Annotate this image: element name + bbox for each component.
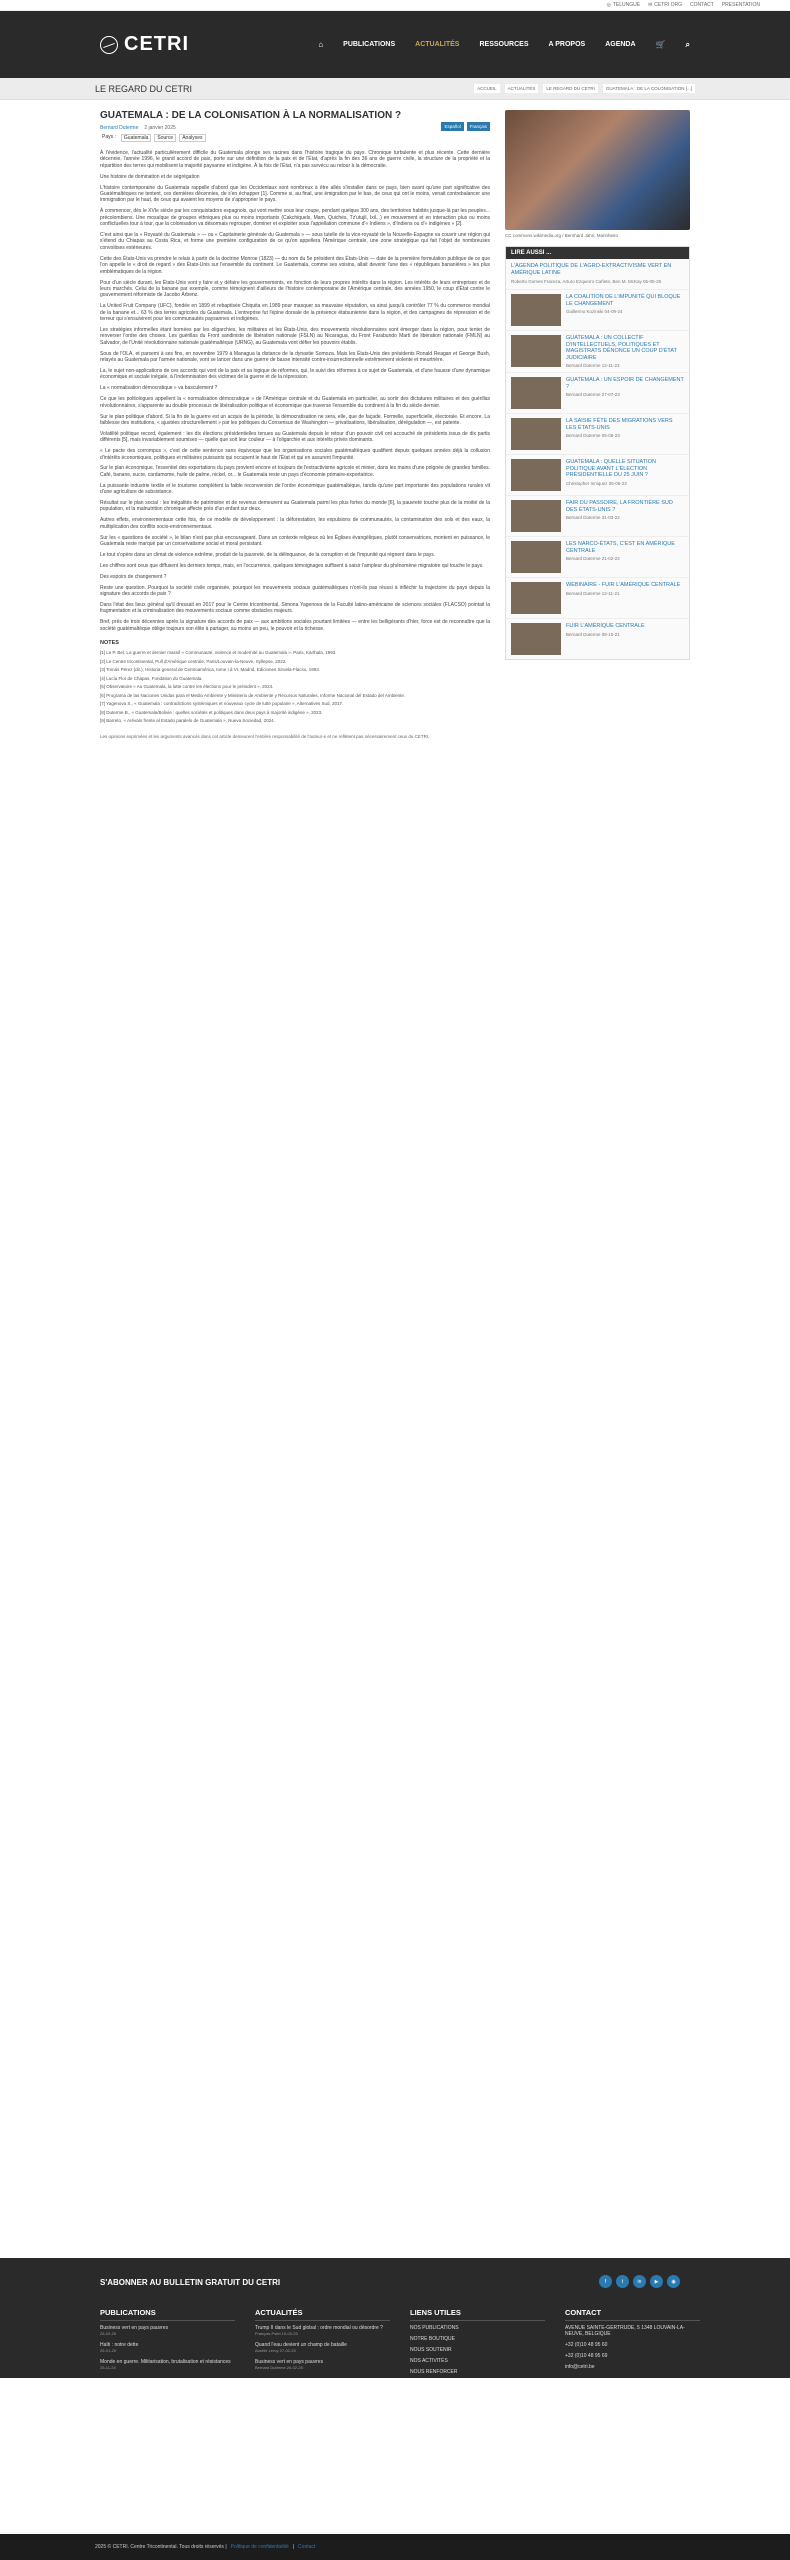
nav-actualites[interactable]: ACTUALITÉS bbox=[415, 41, 460, 48]
note-item: [7] Yagenova S., « Guatemala : contradictions systémiques et nouveaux cycle de lutte populaire », Alternatives Sud, 2017. bbox=[100, 701, 344, 707]
mail-icon: ✉ bbox=[648, 2, 653, 8]
tags-label: Pays : bbox=[102, 134, 116, 140]
site-footer: 2025 © CETRI. Centre Tricontinental. Tous droits réservés | Politique de confidentialité | Contact bbox=[0, 2534, 790, 2560]
related-title: WEBINAIRE - FUIR L'AMÉRIQUE CENTRALE bbox=[566, 582, 681, 589]
presentation-link[interactable]: PRESENTATION bbox=[721, 2, 760, 8]
crumb-current: GUATEMALA : DE LA COLONISATION [...] bbox=[603, 84, 695, 93]
paragraph: Sur le plan économique, l'essentiel des exportations du pays provient encore et toujours de l'extractivisme agricole et minier, dans les mains d'une poignée de grandes familles. Café, banane, sucre, cardamome, huile de palme, nickel, or... le Guatemala reste un pays d'économie primaire-exportatrice. bbox=[100, 465, 490, 478]
footer-link[interactable]: Business vert en pays pauvres 26-02-25 bbox=[100, 2325, 169, 2336]
paragraph: La puissante industrie textile et le tourisme complètent la faible reconversion de l'ordre économique guatémaltèque, tandis qu'une part importante des populations rurales vit d'une agriculture de subsistance. bbox=[100, 482, 490, 496]
footer-link[interactable]: NOS ACTIVITÉS bbox=[410, 2358, 448, 2364]
related-title: GUATEMALA : UN ESPOIR DE CHANGEMENT ? bbox=[566, 377, 684, 390]
related-lead[interactable]: L'AGENDA POLITIQUE DE L'AGRO-EXTRACTIVISME VERT EN AMÉRIQUE LATINE Roberto Gomes Fraceza, Arturo Ezquerro Cañete, Ben M. McKay 05-05-25 bbox=[511, 263, 672, 284]
tag[interactable]: Analyses bbox=[179, 134, 205, 142]
footer-link[interactable]: info@cetri.be bbox=[565, 2364, 595, 2370]
paragraph: Pour d'un siècle durant, les États-Unis vont y faire et y défaire les gouvernements, en fonction de leurs propres intérêts dans la région. Les intérêts de leurs entreprises et de leurs marchés. Celui de la banane par exemple, comme témoignent d'ailleurs de l'histoire contemporaine de l'Amérique centrale, des années 1950, le coup d'État contre le gouvernement réformiste de Jacobo Árbenz. bbox=[100, 279, 490, 299]
related-item[interactable] bbox=[506, 454, 689, 495]
top-bar bbox=[0, 0, 790, 11]
footer-column bbox=[410, 2308, 545, 2380]
crumb-home[interactable]: ACCUEIL bbox=[474, 84, 500, 93]
related-item[interactable] bbox=[506, 372, 689, 413]
section-title: LE REGARD DU CETRI bbox=[95, 83, 193, 94]
footer-link[interactable]: NOUS SOUTENIR bbox=[410, 2347, 452, 2353]
related-meta: Bernard Duterme 27-07-23 bbox=[566, 392, 620, 398]
footer-link[interactable]: +32 (0)10 48 95 60 bbox=[565, 2342, 608, 2348]
logo-icon bbox=[100, 36, 118, 54]
related-thumbnail bbox=[511, 500, 561, 532]
date: 2 janvier 2025 bbox=[144, 125, 176, 131]
nav-ressources[interactable]: RESSOURCES bbox=[479, 41, 529, 48]
footer-link[interactable]: Trump II dans le Sud global : ordre mondial ou désordre ? François Polet 19-03-25 bbox=[255, 2325, 383, 2336]
article-photo bbox=[505, 110, 690, 230]
sidebar bbox=[505, 110, 690, 660]
related-meta: Guillermo Kozinski 04-09-24 bbox=[566, 309, 623, 315]
email-link[interactable]: ✉ CETRI ORG bbox=[648, 2, 683, 8]
section-bar bbox=[0, 78, 790, 100]
note-item: [1] Le P. Bel, La guerre et dernier massif « Communauté, violence et modernité au Guatemala ». Paris, Karthala, 1993. bbox=[100, 650, 337, 656]
newsletter-link[interactable]: S'ABONNER AU BULLETIN GRATUIT DU CETRI bbox=[100, 2278, 281, 2287]
paragraph: Les stratégies informelles étant bornées par les oligarchies, les militaires et les États-Unis, des mouvements révolutionnaires vont émerger dans la région, pour tenter de renverser l'ordre des choses. Les guérillas du Front sandiniste de libération nationale (FSLN) au Nicaragua, du Front Farabundo Martí de libération nationale (FMLN) au Salvador, de l'Unité révolutionnaire nationale guatémaltèque (URNG), au Guatemala vont défier les pouvoirs établis. bbox=[100, 326, 490, 346]
paragraph: Sur le plan politique d'abord. Si la fin de la guerre est un acquis de la période, la démocratisation ne sera, elle, que de façade. Formelle, superficielle, électorale. Et encore. La faiblesse des institutions, « ajustées structurellement » par les politiques du Consensus de Washington — privatisations, libéralisation, dérégulation —, est patente. bbox=[100, 413, 490, 426]
footer-contact-link[interactable]: Contact bbox=[298, 2544, 316, 2550]
article-meta bbox=[100, 125, 490, 131]
privacy-link[interactable]: Politique de confidentialité bbox=[230, 2544, 289, 2550]
footer-link[interactable]: NOS PUBLICATIONS bbox=[410, 2325, 459, 2331]
nav-publications[interactable]: PUBLICATIONS bbox=[343, 41, 396, 48]
related-meta: Bernard Duterme 21-02-22 bbox=[566, 556, 620, 562]
related-item[interactable] bbox=[506, 330, 689, 372]
related-item[interactable] bbox=[506, 577, 689, 618]
site-header bbox=[0, 11, 790, 78]
related-thumbnail bbox=[511, 418, 561, 450]
related-box bbox=[505, 246, 690, 660]
footer-link[interactable]: AVENUE SAINTE-GERTRUDE, 5 1348 LOUVAIN-LA-NEUVE, BELGIQUE bbox=[565, 2325, 685, 2337]
related-meta: Bernard Duterme 12-11-23 bbox=[566, 363, 620, 369]
tag[interactable]: Guatemala bbox=[121, 134, 151, 142]
paragraph: Reste une question. Pourquoi la société civile organisée, pourquoi les mouvements sociaux guatémaltèques n'ont-ils pas réussi à infléchir la trajectoire du pays depuis la signature des accords de paix ? bbox=[100, 584, 490, 598]
cart-icon[interactable]: 🛒 bbox=[655, 40, 666, 49]
related-meta: Bernard Duterme 05-05-23 bbox=[566, 433, 620, 439]
note-item: [4] Lucía Flor de Chapas, Fondation du Guatemala. bbox=[100, 675, 203, 681]
lang-fr-button[interactable]: Français bbox=[467, 122, 490, 131]
author-link[interactable]: Bernard Duterme bbox=[100, 125, 139, 131]
lang-link[interactable]: ◎ TELUNGUE bbox=[606, 2, 641, 8]
paragraph: « Le pacte des corrompus », c'est de cette sentence sans équivoque que les organisations sociales guatémaltèques qualifient depuis quelques années déjà la collusion d'intérêts économiques, politiques et militaires puissants qui occupent le haut de l'État et qui en assurent l'impunité. bbox=[100, 448, 490, 461]
note-item: [3] Tomás Pérez (dir.), Historia general de Centroamérica, tome I à VI, Madrid, Ediciones Siruela-Flacso, 1993. bbox=[100, 667, 321, 673]
youtube-icon[interactable]: ▶ bbox=[650, 2275, 663, 2288]
footer-column-title: CONTACT bbox=[565, 2308, 700, 2321]
photo-caption: CC commons.wikimedia.org / Bernhard Jahn, Marinheiro bbox=[505, 233, 619, 238]
related-title: LES NARCO-ÉTATS, C'EST EN AMÉRIQUE CENTRALE bbox=[566, 541, 675, 554]
note-item: [8] Duterme B., « Guatemala/Bolivie : quelles sociétés et politiques dans deux pays à majorité indigène », 2023. bbox=[100, 709, 323, 715]
notes-title: NOTES bbox=[100, 640, 119, 647]
paragraph: Résultat sur le plan social : les inégalités de patrimoine et de revenus demeurent au Guatemala parmi les plus fortes du monde [6], la pauvreté touche plus de la moitié de la population, et la malnutrition chronique affecte près d'un enfant sur deux. bbox=[100, 500, 490, 513]
main-nav bbox=[318, 40, 690, 50]
notes bbox=[100, 640, 490, 724]
article-title: GUATEMALA : DE LA COLONISATION À LA NORMALISATION ? bbox=[100, 110, 402, 121]
tags bbox=[100, 134, 490, 142]
footer-link[interactable]: Quand l'eau devient un champ de bataille Aurélie Leroy 27-02-25 bbox=[255, 2342, 347, 2353]
footer-link[interactable]: Monde en guerre. Militarisation, brutalisation et résistances 25-11-24 bbox=[100, 2359, 231, 2370]
paragraph: Ce que les politologues appellent la « normalisation démocratique » de l'Amérique centrale et du Guatemala en particulier, au sortir des dictatures militaires et des guérillas révolutionnaires, s'apparente au double processus de libéralisation politique et économique que traverse l'ensemble du continent à la fin du siècle dernier. bbox=[100, 396, 490, 409]
footer-link[interactable]: NOUS RENFORCER bbox=[410, 2369, 458, 2375]
related-title: LA SAISIE FÊTE DES MIGRATIONS VERS LES ÉTATS-UNIS bbox=[566, 418, 673, 431]
related-item[interactable] bbox=[506, 495, 689, 536]
nav-agenda[interactable]: AGENDA bbox=[605, 41, 636, 48]
paragraph: Le tout s'opère dans un climat de violence extrême, produit de la pauvreté, de la délinquance, de la corruption et de l'impunité qui règnent dans le pays. bbox=[100, 552, 436, 558]
footer-column-title: PUBLICATIONS bbox=[100, 2308, 235, 2321]
article-body bbox=[100, 150, 490, 632]
paragraph: Sous de l'OLA, et parsemi à ses fins, en novembre 1979 à Managua la distance de la dynastie Somoza. Mais les États-Unis des présidents Ronald Reagan et George Bush, relayés au Guatemala par l'armée nationale, vont se lancer dans une guerre de basse intensité contre-insurrectionnelle extrêmement violente et meurtrière. bbox=[100, 350, 490, 364]
paragraph: La « normalisation démocratique » va basculement ? bbox=[100, 385, 218, 392]
footer-column bbox=[255, 2308, 390, 2380]
paragraph: Volatilité politique record, également : les dix élections présidentielles tenues au Guatemala depuis le retour d'un pouvoir civil ont accouché de présidents issus de dix partis différents [5], mais invariablement soumises — quelle que soit leur couleur — à l'oligarchie et aux intérêts privés dominants. bbox=[100, 430, 490, 444]
paragraph: La, le sujet non-applications de ces accords qui vont de la paix et sa logique de réformes, qui, le suivi des réformes à ce sujet de Guatemala, et d'une hausse d'une dynamique économique et sociale inégale, à l'indemnisation des victimes de la guerre et de la répression. bbox=[100, 367, 490, 381]
rss-icon[interactable]: ◉ bbox=[667, 2275, 680, 2288]
paragraph: Bref, près de trois décennies après la signature des accords de paix — aux ambitions sociales pourtant limitées — entre les belligérants d'hier, force est de reconnaître que la société guatémaltèque oblige toujours son élite à partager, au moins un peu, le pouvoir et la richesse. bbox=[100, 619, 490, 632]
paragraph: Dans l'état des lieux général qu'il dressait en 2017 pour le Centre tricontinental, Simona Yagenova de la Faculté latino-américaine de sciences sociales (FLACSO) pointait la fragmentation et la criminalisation des mouvements sociaux comme obstacles majeurs. bbox=[100, 602, 490, 615]
footer-link[interactable]: +32 (0)10 48 95 69 bbox=[565, 2353, 608, 2359]
linkedin-icon[interactable]: in bbox=[633, 2275, 646, 2288]
related-thumbnail bbox=[511, 623, 561, 655]
paragraph: Sur les « questions de société », le bilan n'est pas plus encourageant. Dans un contexte religieux où les Églises évangéliques, plutôt conservatrices, montent en puissance, le Guatemala reste marqué par un conservatisme social et moral persistant. bbox=[100, 534, 490, 548]
facebook-icon[interactable]: f bbox=[599, 2275, 612, 2288]
tag[interactable]: Source bbox=[154, 134, 176, 142]
related-item[interactable] bbox=[506, 413, 689, 454]
social-links bbox=[599, 2275, 680, 2288]
lang-es-button[interactable]: Español bbox=[441, 122, 463, 131]
related-meta: Bernard Duterme 12-11-21 bbox=[566, 590, 620, 596]
footer-column bbox=[100, 2308, 235, 2380]
twitter-icon[interactable]: t bbox=[616, 2275, 629, 2288]
notes-list bbox=[100, 650, 490, 724]
paragraph: La United Fruit Company (UFC), fondée en 1899 et rebaptisée Chiquita en 1989 pour masquer sa mauvaise réputation, va ainsi jusqu'à contrôler 77 % du commerce mondial de la banane et... 63 % des terres agricoles du Guatemala. L'entreprise fut l'épine dorsale de la présence étatsunienne dans la région, et des campagnes de répression et de terreur qui s'ensuivirent pour les communautés paysannes et indigènes. bbox=[100, 303, 490, 323]
note-item: [9] Barreto, « Arévalo frente al Estado paralelo de Guatemala », Nueva Sociedad, 2024. bbox=[100, 718, 275, 724]
footer-column-title: ACTUALITÉS bbox=[255, 2308, 390, 2321]
article bbox=[100, 110, 490, 739]
related-item[interactable] bbox=[506, 536, 689, 577]
paragraph: À l'évidence, l'actualité particulièrement difficile du Guatemala plonge ses racines dans l'histoire tragique du pays. Chronique turbulente et plus récente. Cette dernière décennie, l'année 1996, le grand accord de paix, porte sur une définition de la paix et de l'État, d'après la fin des 36 ans de guerre civile, la structure de la propriété et la répartition des terres qui mobilisent la majorité paysanne et indigène. À la fois de l'État, n'a pas survécu au retour à la démocratie. bbox=[100, 150, 490, 169]
disclaimer: Les opinions exprimées et les arguments avancés dans cet article demeurent l'entière responsabilité de l'auteur-e et ne reflètent pas nécessairement ceux du CETRI. bbox=[100, 734, 430, 740]
breadcrumb bbox=[474, 84, 695, 93]
related-title: GUATEMALA : QUELLE SITUATION POLITIQUE AVANT L'ÉLECTION PRÉSIDENTIELLE DU 25 JUIN ? bbox=[566, 459, 656, 479]
nav-a-propos[interactable]: A PROPOS bbox=[548, 41, 586, 48]
crumb-regard[interactable]: LE REGARD DU CETRI bbox=[543, 84, 598, 93]
related-thumbnail bbox=[511, 582, 561, 614]
related-list bbox=[506, 289, 689, 659]
note-item: [5] Observatoire « Au Guatemala, la lutte contre les élections pour le président », 2024. bbox=[100, 684, 274, 690]
copyright: 2025 © CETRI. Centre Tricontinental. Tous droits réservés | bbox=[95, 2544, 227, 2550]
related-thumbnail bbox=[511, 459, 561, 491]
footer-area bbox=[0, 2258, 790, 2378]
footer-link[interactable]: NOTRE BOUTIQUE bbox=[410, 2336, 456, 2342]
footer-column-title: LIENS UTILES bbox=[410, 2308, 545, 2321]
paragraph: C'est ainsi que la « Royauté du Guatemala » — ou « Capitainerie générale du Guatemala » — sous tutelle de la vice-royauté de la Nouvelle-Espagne va couvrir une région qui s'étend du Chiapas au Costa Rica, et forme une première configuration de ce qu'on appellera l'Amérique centrale, une zone stratégique qui fait l'objet de nombreuses convoitises extérieures. bbox=[100, 232, 490, 251]
related-thumbnail bbox=[511, 377, 561, 409]
paragraph: Cette des États-Unis va prendre le relais à partir de la doctrine Monroe (1823) — du nom du 5e président des États-Unis — date de la première formulation publique de ce que l'on appelle le « droit de regard » des États-Unis sur l'ensemble du continent. Le Guatemala, comme ses voisins, allait devenir l'une des « républiques bananières » les plus emblématiques de la région. bbox=[100, 255, 490, 275]
language-switch bbox=[441, 122, 490, 131]
site-logo[interactable]: CETRI bbox=[100, 33, 189, 56]
crumb-actualites[interactable]: ACTUALITÉS bbox=[505, 84, 539, 93]
related-meta: Bernard Duterme 08-10-21 bbox=[566, 631, 620, 637]
related-thumbnail bbox=[511, 335, 561, 367]
related-item[interactable] bbox=[506, 289, 689, 330]
paragraph: Des espoirs de changement ? bbox=[100, 573, 167, 580]
note-item: [6] Programa de las Naciones Unidas para el Medio Ambiente y Ministerio de Ambiente y Recursos Naturales, Informe Nacional del Estado del Ambiente. bbox=[100, 692, 406, 698]
paragraph: Autres effets, environnementaux cette fois, de ce modèle de développement : la déforestation, les expulsions de communautés, la contamination des sols et des eaux, la multiplication des conflits socio-environnementaux. bbox=[100, 517, 490, 530]
related-title: FAIR DU PASSOIRE, LA FRONTIÈRE SUD DES ÉTATS-UNIS ? bbox=[566, 500, 673, 513]
home-icon[interactable]: ⌂ bbox=[318, 40, 324, 49]
related-title: GUATEMALA : UN COLLECTIF D'INTELLECTUELS, POLITIQUES ET MAGISTRATS DÉNONCE UN COUP D'ÉTAT JUDICIAIRE bbox=[566, 335, 677, 361]
search-icon[interactable]: ⌕ bbox=[685, 39, 690, 49]
contact-link[interactable]: CONTACT bbox=[690, 2, 714, 8]
footer-link[interactable]: Business vert en pays pauvres Bernard Duterme 26-02-25 bbox=[255, 2359, 324, 2370]
footer-column bbox=[565, 2308, 700, 2380]
paragraph: À commencer, dès le XVIe siècle par les conquistadors espagnols, qui vont mettre sous leur coupe, pendant quelque 300 ans, des territoires habités jusque-là par les peuples... précolombiens. Une mosaïque de groupes ethniques plus ou moins importants (Cakchiquels, Mam, Quichés, Tz'utujil, Ixil...) en mouvement et en interaction plus ou moins conflictuelles tour à tour, que la colonisation va désormais regrouper, dominer et exploiter sous l'appellation commune d'« Indiens », d'Indiens ou d'« indigènes » [2]. bbox=[100, 208, 490, 228]
related-meta: Christopher Inniquez 05-06-23 bbox=[566, 480, 627, 486]
related-title: FUIR L'AMÉRIQUE CENTRALE bbox=[566, 623, 645, 630]
related-meta: Bernard Duterme 31-03-22 bbox=[566, 515, 620, 521]
related-heading: LIRE AUSSI ... bbox=[506, 247, 689, 259]
related-title: LA COALITION DE L'IMPUNITÉ QUI BLOQUE LE CHANGEMENT bbox=[566, 294, 681, 307]
note-item: [2] Le Centre tricontinental, Pull d'Amérique centrale, Paris/Louvain-la-Neuve, Syllepse, 2022. bbox=[100, 658, 287, 664]
related-thumbnail bbox=[511, 541, 561, 573]
paragraph: L'histoire contemporaine du Guatemala rappelle d'abord que les Occidentaux sont nombreux à être allés s'installer dans ce pays, bien avant qu'une part significative des Guatémaltèques ne tentent, ces dernières décennies, de s'en échapper [1]. Comme si, au final, une émigration par le bas, de ceux qui ont le moins, venait contrebalancer une immigration par le haut, de ceux qui avaient les moyens de s'approprier le pays. bbox=[100, 184, 490, 204]
related-item[interactable] bbox=[506, 618, 689, 659]
footer-columns bbox=[100, 2308, 700, 2380]
globe-icon: ◎ bbox=[606, 2, 611, 8]
paragraph: Les chiffres sont ceux que diffusent les derniers temps, mais, en l'occurrence, quelques témoignages suffisent à saisir l'ampleur du phénomène migratoire qui touche le pays. bbox=[100, 562, 484, 569]
footer-link[interactable]: Haïti : notre dette 26-01-25 bbox=[100, 2342, 139, 2353]
related-thumbnail bbox=[511, 294, 561, 326]
paragraph: Une histoire de domination et de ségrégation bbox=[100, 173, 200, 180]
